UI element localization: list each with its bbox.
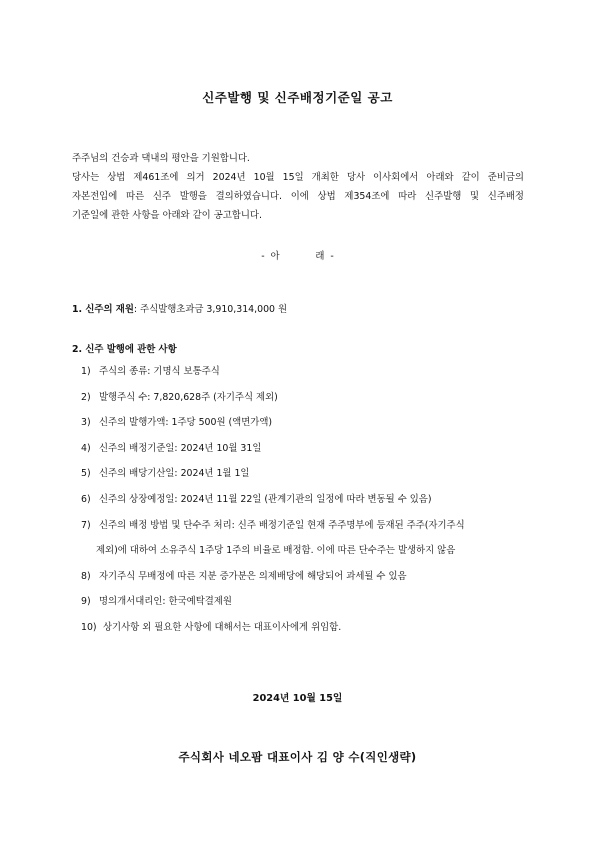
- section-2-list: [81, 366, 531, 648]
- company-signature: 주식회사 네오팜 대표이사 김 양 수(직인생략): [178, 750, 417, 764]
- list-item-number: 10): [81, 621, 97, 633]
- section-divider: - 아 래 -: [261, 251, 334, 262]
- list-item-continuation: [81, 545, 531, 571]
- list-item-text: 신주의 배당기산일: 2024년 1월 1일: [99, 468, 250, 480]
- list-item-text: 신주의 발행가액: 1주당 500원 (액면가액): [99, 417, 273, 429]
- list-item-number: 4): [81, 442, 91, 454]
- list-item: [81, 366, 531, 392]
- list-item-number: 2): [81, 391, 91, 403]
- section-1: [72, 301, 287, 315]
- list-item: [81, 596, 531, 622]
- list-item-text: 명의개서대리인: 한국예탁결제원: [99, 596, 232, 608]
- intro-line-3: 자본전입에 따른 신주 발행을 결의하였습니다. 이에 상법 제354조에 따라 신주발행 및 신주배정: [72, 191, 524, 202]
- list-item-text: 신주의 배정기준일: 2024년 10월 31일: [99, 442, 262, 454]
- list-item: [81, 571, 531, 597]
- list-item: [81, 417, 531, 443]
- list-item-number: 5): [81, 468, 91, 480]
- list-item-number: 6): [81, 493, 91, 505]
- section-2-heading: 2. 신주 발행에 관한 사항: [72, 344, 177, 355]
- list-item: [81, 494, 531, 520]
- list-item: [81, 392, 531, 418]
- section-1-value: : 주식발행초과금 3,910,314,000 원: [133, 304, 288, 315]
- list-item: [81, 443, 531, 469]
- list-item-number: 1): [81, 366, 91, 377]
- list-item-text: 주식의 종류: 기명식 보통주식: [99, 366, 220, 377]
- document-title: 신주발행 및 신주배정기준일 공고: [202, 90, 393, 105]
- list-item: [81, 622, 531, 648]
- list-item-number: 7): [81, 519, 91, 531]
- list-item-number: 3): [81, 417, 91, 429]
- announcement-date: 2024년 10월 15일: [252, 693, 343, 704]
- list-item-text: 신주의 상장예정일: 2024년 11월 22일 (관계기관의 일정에 따라 변동될 수 있음): [99, 493, 432, 505]
- list-item-number: 8): [81, 570, 91, 582]
- intro-line-4: 기준일에 관한 사항을 아래와 같이 공고합니다.: [72, 210, 262, 221]
- list-item: [81, 468, 531, 494]
- list-item-text: 제외)에 대하여 소유주식 1주당 1주의 비율로 배정함. 이에 따른 단수주는 발생하지 않음: [96, 545, 456, 557]
- list-item-text: 신주의 배정 방법 및 단수주 처리: 신주 배정기준일 현재 주주명부에 등재된 주주(자기주식: [99, 519, 465, 531]
- list-item-text: 자기주식 무배정에 따른 지분 증가분은 의제배당에 해당되어 과세될 수 있음: [99, 570, 407, 582]
- intro-paragraph: [72, 149, 524, 225]
- intro-line-2: 당사는 상법 제461조에 의거 2024년 10월 15일 개최한 당사 이사회에서 아래와 같이 준비금의: [72, 172, 524, 183]
- list-item: [81, 520, 531, 546]
- list-item-text: 발행주식 수: 7,820,628주 (자기주식 제외): [99, 391, 278, 403]
- intro-greeting: 주주님의 건승과 댁내의 평안을 기원합니다.: [72, 153, 250, 164]
- list-item-text: 상기사항 외 필요한 사항에 대해서는 대표이사에게 위임함.: [103, 621, 342, 633]
- list-item-number: 9): [81, 596, 91, 608]
- section-1-label: 1. 신주의 재원: [72, 304, 134, 315]
